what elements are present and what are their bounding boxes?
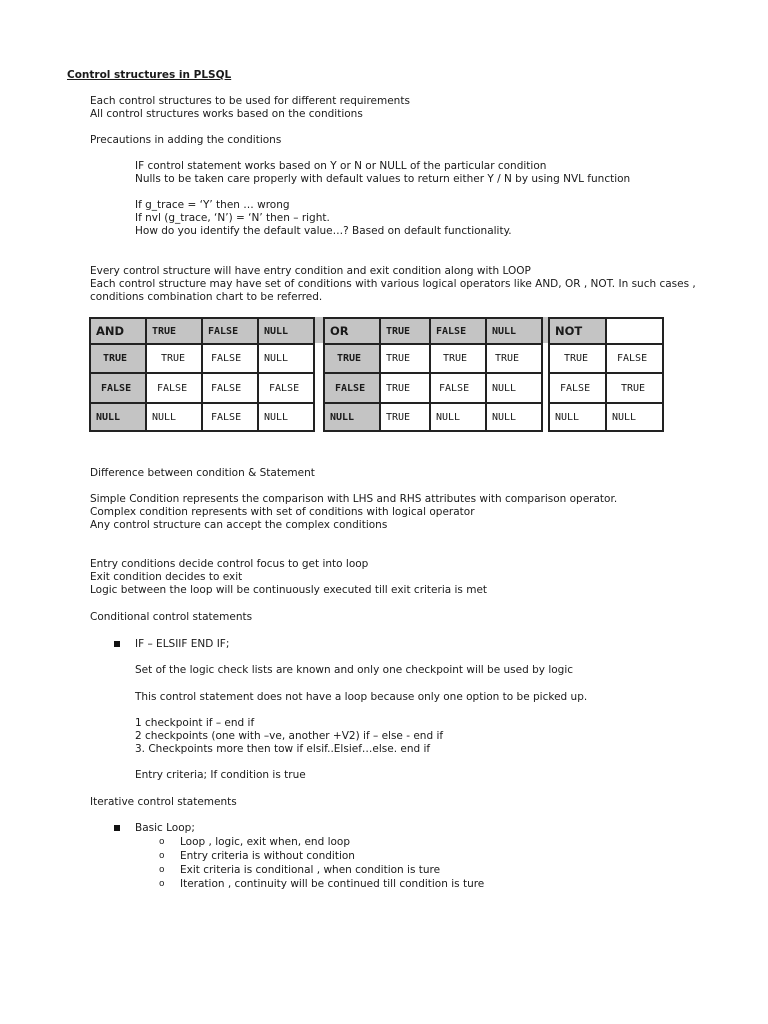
iterative-item: Exit criteria is conditional , when condition is ture [180,864,441,876]
not-truth-table [548,317,664,432]
not-row-header: TRUE [549,344,606,373]
checkpoint-line-1: 1 checkpoint if – end if [135,717,255,729]
square-bullet-icon [114,825,120,831]
conditional-heading: Conditional control statements [90,611,253,623]
or-row [324,344,542,373]
entry-exit-line-3: Logic between the loop will be continuously executed till exit criteria is met [90,584,488,596]
and-cell: FALSE [146,373,202,403]
and-row [90,403,314,431]
circle-bullet-icon: o [159,865,165,875]
iterative-heading: Iterative control statements [90,796,237,808]
and-cell: NULL [258,344,314,373]
not-row [549,373,663,403]
or-header-row [324,318,542,344]
and-cell: TRUE [146,344,202,373]
difference-line-1: Simple Condition represents the comparison with LHS and RHS attributes with comparison operator. [90,493,618,505]
or-cell: TRUE [380,344,430,373]
example-line-3: How do you identify the default value…? Based on default functionality. [135,225,512,237]
checkpoint-line-3: 3. Checkpoints more then tow if elsif..Elsief…else. end if [135,743,431,755]
iterative-bullet-text: Basic Loop; [135,822,195,834]
iterative-item: Entry criteria is without condition [180,850,355,862]
not-col-header [606,318,663,344]
or-truth-table [323,317,543,432]
difference-heading: Difference between condition & Statement [90,467,315,479]
every-control-line-3: conditions combination chart to be referred. [90,291,323,303]
conditional-bullet-text: IF – ELSIIF END IF; [135,638,230,650]
not-row-header: NULL [549,403,606,431]
square-bullet-icon [114,641,120,647]
and-row-header: NULL [90,403,146,431]
precaution-line-1: IF control statement works based on Y or N or NULL of the particular condition [135,160,547,172]
not-cell: FALSE [606,344,663,373]
page-title: Control structures in PLSQL [67,69,232,81]
or-op-cell: OR [324,318,380,344]
not-cell: NULL [606,403,663,431]
precaution-line-2: Nulls to be taken care properly with default values to return either Y / N by using NVL function [135,173,631,185]
and-row [90,344,314,373]
not-cell: TRUE [606,373,663,403]
intro-line-2: All control structures works based on the conditions [90,108,363,120]
every-control-line-2: Each control structure may have set of conditions with various logical operators like AND, OR , NOT. In such cases , [90,278,696,290]
and-truth-table [89,317,315,432]
difference-line-3: Any control structure can accept the complex conditions [90,519,388,531]
example-line-1: If g_trace = ‘Y’ then … wrong [135,199,290,211]
and-row-header: TRUE [90,344,146,373]
and-header-row [90,318,314,344]
intro-line-1: Each control structures to be used for different requirements [90,95,410,107]
circle-bullet-icon: o [159,851,165,861]
or-cell: NULL [486,373,542,403]
and-cell: FALSE [202,403,258,431]
or-row [324,403,542,431]
or-cell: TRUE [380,403,430,431]
circle-bullet-icon: o [159,837,165,847]
or-row [324,373,542,403]
entry-exit-line-2: Exit condition decides to exit [90,571,243,583]
entry-exit-line-1: Entry conditions decide control focus to get into loop [90,558,369,570]
or-cell: NULL [430,403,486,431]
checkpoint-line-2: 2 checkpoints (one with –ve, another +V2) if – else - end if [135,730,444,742]
not-op-cell: NOT [549,318,606,344]
and-cell: NULL [146,403,202,431]
or-row-header: TRUE [324,344,380,373]
or-col-header: FALSE [430,318,486,344]
and-op-cell: AND [90,318,146,344]
and-cell: FALSE [202,373,258,403]
not-row [549,344,663,373]
or-cell: FALSE [430,373,486,403]
not-row [549,403,663,431]
iterative-item: Iteration , continuity will be continued till condition is ture [180,878,485,890]
precautions-heading: Precautions in adding the conditions [90,134,282,146]
and-cell: FALSE [202,344,258,373]
and-cell: FALSE [258,373,314,403]
or-row-header: NULL [324,403,380,431]
every-control-line-1: Every control structure will have entry condition and exit condition along with LOOP [90,265,531,277]
and-row-header: FALSE [90,373,146,403]
or-cell: TRUE [380,373,430,403]
and-row [90,373,314,403]
entry-criteria: Entry criteria; If condition is true [135,769,306,781]
or-row-header: FALSE [324,373,380,403]
difference-line-2: Complex condition represents with set of conditions with logical operator [90,506,475,518]
not-header-row [549,318,663,344]
and-col-header: TRUE [146,318,202,344]
iterative-item: Loop , logic, exit when, end loop [180,836,351,848]
circle-bullet-icon: o [159,879,165,889]
and-col-header: FALSE [202,318,258,344]
or-col-header: TRUE [380,318,430,344]
or-cell: TRUE [486,344,542,373]
example-line-2: If nvl (g_trace, ‘N’) = ‘N’ then – right. [135,212,330,224]
conditional-paragraph-1: Set of the logic check lists are known and only one checkpoint will be used by logic [135,664,574,676]
or-col-header: NULL [486,318,542,344]
or-cell: TRUE [430,344,486,373]
and-col-header: NULL [258,318,314,344]
conditional-paragraph-2: This control statement does not have a loop because only one option to be picked up. [135,691,588,703]
not-row-header: FALSE [549,373,606,403]
or-cell: NULL [486,403,542,431]
and-cell: NULL [258,403,314,431]
